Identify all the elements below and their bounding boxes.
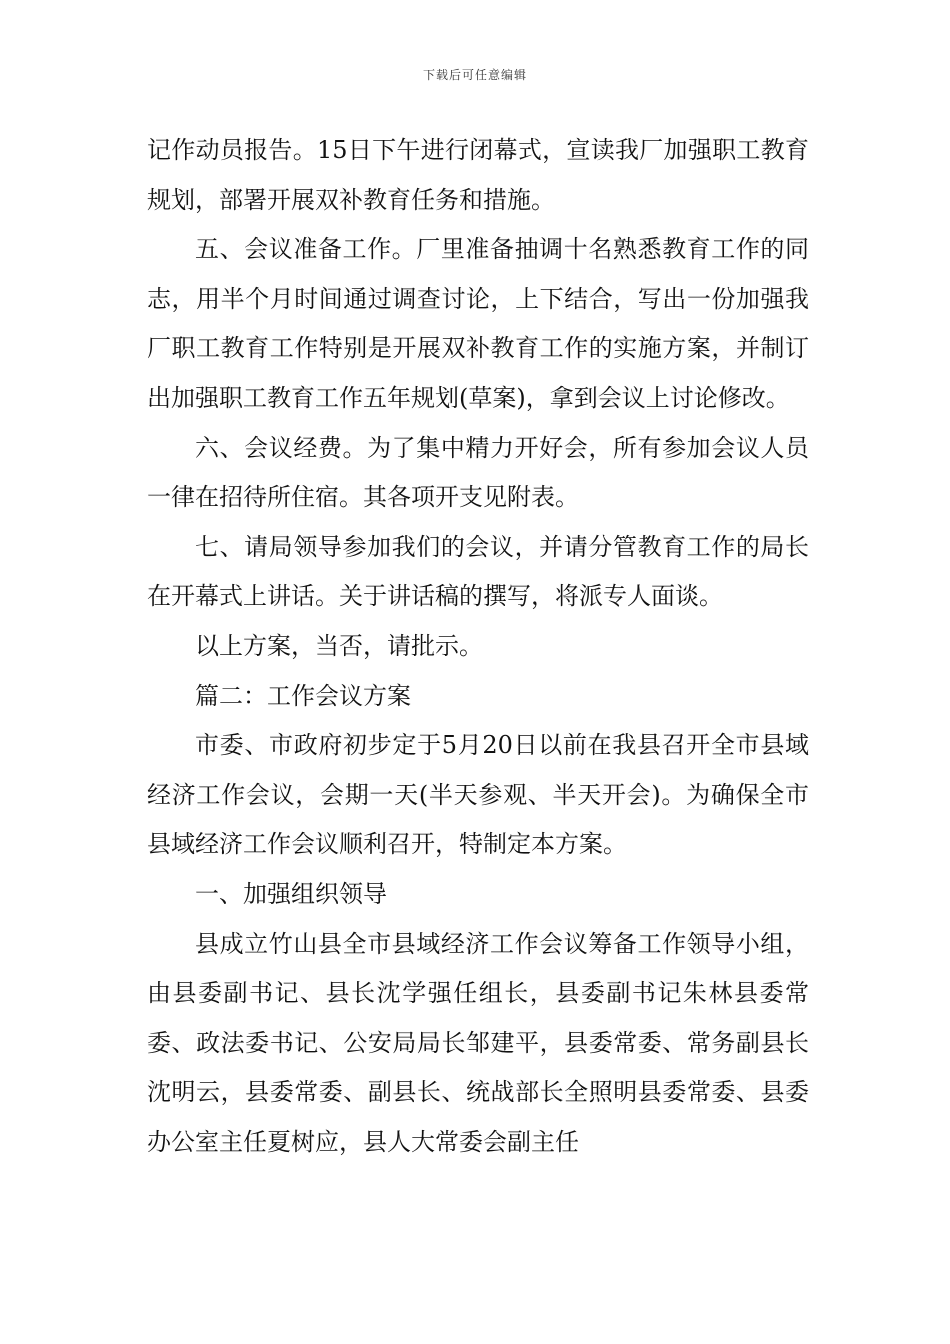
paragraph-9: 县成立竹山县全市县域经济工作会议筹备工作领导小组，由县委副书记、县长沈学强任组长，县委副书记朱林县委常委、政法委书记、公安局局长邹建平，县委常委、常务副县长沈明云，县委常委、副县长、统战部长全照明县委常委、县委办公室主任夏树应，县人大常委会副主任 bbox=[147, 929, 809, 1156]
paragraph-4: 七、请局领导参加我们的会议，并请分管教育工作的局长在开幕式上讲话。关于讲话稿的撰写，将派专人面谈。 bbox=[147, 532, 809, 611]
section-heading-article-two: 篇二：工作会议方案 bbox=[195, 681, 411, 710]
paragraph-1: 记作动员报告。15日下午进行闭幕式，宣读我厂加强职工教育规划，部署开展双补教育任务和措施。 bbox=[147, 136, 809, 214]
section-heading-one: 一、加强组织领导 bbox=[195, 879, 387, 908]
document-body bbox=[147, 126, 809, 1167]
paragraph-3: 六、会议经费。为了集中精力开好会，所有参加会议人员一律在招待所住宿。其各项开支见附表。 bbox=[147, 433, 809, 512]
header-note: 下载后可任意编辑 bbox=[422, 68, 527, 82]
paragraph-5: 以上方案，当否，请批示。 bbox=[195, 631, 483, 660]
paragraph-2: 五、会议准备工作。厂里准备抽调十名熟悉教育工作的同志，用半个月时间通过调查讨论，上下结合，写出一份加强我厂职工教育工作特别是开展双补教育工作的实施方案，并制订出加强职工教育工作五年规划(草案)，拿到会议上讨论修改。 bbox=[147, 235, 809, 412]
paragraph-7: 市委、市政府初步定于5月20日以前在我县召开全市县域经济工作会议，会期一天(半天参观、半天开会)。为确保全市县域经济工作会议顺利召开，特制定本方案。 bbox=[147, 731, 809, 859]
